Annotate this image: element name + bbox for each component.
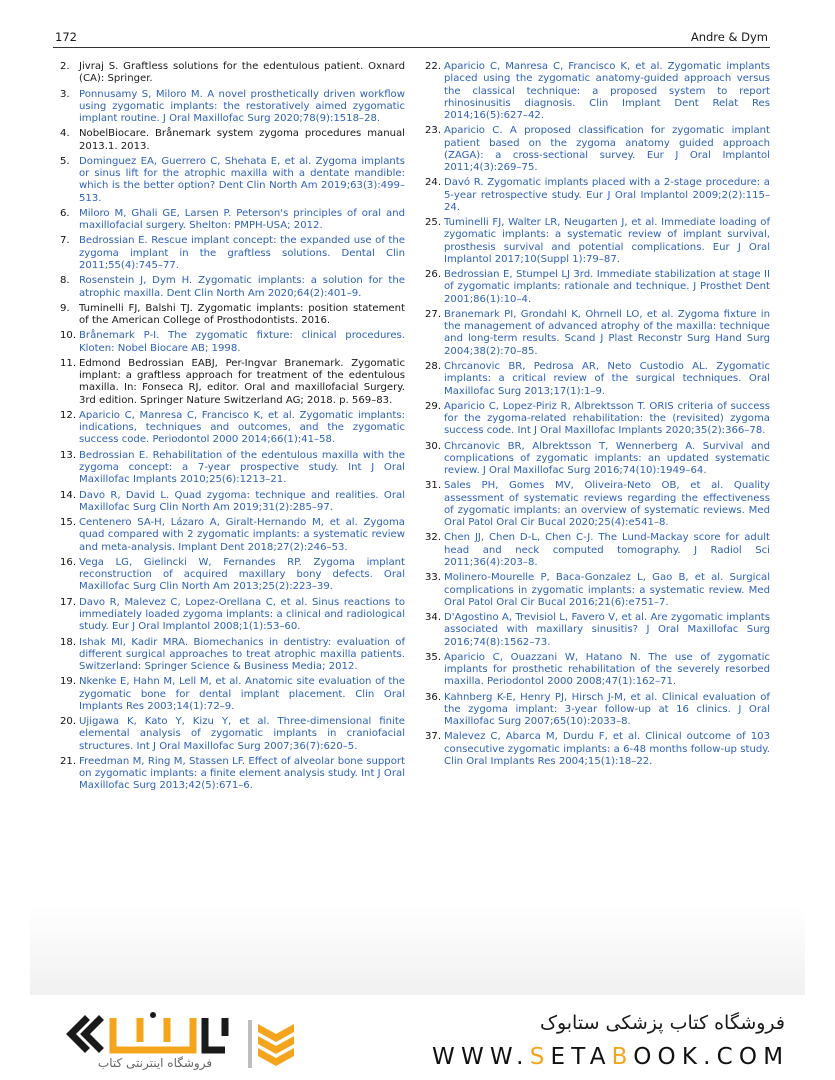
reference-item[interactable] [425,217,770,266]
reference-text[interactable]: Miloro M, Ghali GE, Larsen P. Peterson's principles of oral and maxillofacial surgery. Shelton: PMPH-USA; 2012. [79,207,405,232]
reference-number: 14. [60,489,77,501]
reference-text[interactable]: Sales PH, Gomes MV, Oliveira-Neto OB, et al. Quality assessment of systematic reviews regarding the effectiveness of zygomatic implants: an overview of systematic reviews. Med Oral Patol Oral Cir Bucal 2020;25(4):e541–8. [444,480,770,529]
store-url[interactable] [432,1044,789,1070]
reference-item[interactable] [425,177,770,214]
reference-number: 22. [425,61,442,72]
reference-text[interactable]: Bedrossian E. Rescue implant concept: the expanded use of the zygoma implant in the graftless solutions. Dental Clin 2011;55(4):745–77. [79,235,405,271]
reference-text[interactable]: Brånemark P-I. The zygomatic fixture: clinical procedures. Kloten: Nobel Biocare AB; 1998. [79,330,405,354]
reference-text[interactable]: Ponnusamy S, Miloro M. A novel prosthetically driven workflow using zygomatic implants: the restoratively aimed zygomatic implant routine. J Oral Maxillofac Surg 2020;78(9):1518–28. [79,88,405,125]
reference-text[interactable]: Chrcanovic BR, Albrektsson T, Wennerberg A. Survival and complications of zygomatic implants: an updated systematic review. J Oral Maxillofac Surg 2016;74(10):1949–64. [444,440,770,477]
reference-item [60,128,405,153]
reference-number: 18. [60,636,77,648]
reference-number: 26. [425,269,442,281]
reference-item [60,358,405,407]
reference-item[interactable] [425,731,770,768]
reference-number: 32. [425,532,442,544]
reference-number: 2. [60,61,70,72]
reference-item[interactable] [60,676,405,713]
reference-text[interactable]: Rosenstein J, Dym H. Zygomatic implants: a solution for the atrophic maxilla. Dent Clin North Am 2020;64(2):401–9. [79,275,405,299]
reference-number: 21. [60,755,77,767]
reference-item[interactable] [425,480,770,529]
reference-item[interactable] [425,401,770,438]
reference-text[interactable]: Molinero-Mourelle P, Baca-Gonzalez L, Gao B, et al. Surgical complications in zygomatic implants: a systematic review. Med Oral Patol Oral Cir Bucal 2016;21(6):e751–7. [444,572,770,608]
reference-item[interactable] [425,441,770,478]
reference-number: 35. [425,651,442,663]
reference-number: 33. [425,572,442,584]
reference-number: 20. [60,716,77,728]
reference-text[interactable]: Chen JJ, Chen D-L, Chen C-J. The Lund-Mackay score for adult head and neck computed tomography. J Radiol Sci 2011;36(4):203–8. [444,532,770,568]
reference-text[interactable]: Vega LG, Gielincki W, Fernandes RP. Zygoma implant reconstruction of acquired maxillary bony defects. Oral Maxillofac Surg Clin North Am 2013;25(2):223–39. [79,556,405,593]
url-accent-b: B [611,1044,634,1070]
url-accent-s: S [529,1044,551,1070]
reference-list-left [60,61,405,793]
reference-number: 25. [425,217,442,229]
reference-item [60,61,405,86]
reference-text: NobelBiocare. Brånemark system zygoma procedures manual 2013.1. 2013. [79,128,405,152]
reference-text[interactable]: Ujigawa K, Kato Y, Kizu Y, et al. Three-dimensional finite elemental analysis of zygomatic implants in craniofacial structures. Int J Oral Maxillofac Surg 2007;36(7):620–5. [79,716,405,752]
reference-item[interactable] [60,517,405,554]
reference-text[interactable]: Aparicio C, Manresa C, Francisco K, et al. Zygomatic implants: indications, techniques and outcomes, and the zygomatic success code. Periodontol 2000 2014;66(1):41–58. [79,409,405,446]
reference-number: 28. [425,361,442,373]
reference-list-right [425,61,770,768]
reference-text: Tuminelli FJ, Balshi TJ. Zygomatic implants: position statement of the American College of Prosthodontists. 2016. [79,302,405,327]
page-number: 172 [55,30,77,44]
reference-item[interactable] [425,692,770,729]
reference-item[interactable] [60,275,405,300]
reference-text[interactable]: Davo R, Malevez C, Lopez-Orellana C, et al. Sinus reactions to immediately loaded zygoma implants: a clinical and radiological study. Eur J Oral Implantol 2008;1(1):53–60. [79,596,405,633]
references-column-left [60,61,405,796]
reference-number: 34. [425,612,442,624]
reference-number: 37. [425,731,442,743]
reference-item[interactable] [60,330,405,355]
reference-number: 30. [425,440,442,452]
reference-item[interactable] [425,361,770,398]
reference-item[interactable] [60,410,405,447]
reference-text[interactable]: Aparicio C, Manresa C, Francisco K, et al. Zygomatic implants placed using the zygomatic anatomy-guided approach versus the classical technique: a proposed system to report rhinosinusitis diagnosis. Clin Implant Dent Relat Res 2014;16(5):627–42. [444,61,770,121]
page-bottom-shadow [30,905,805,995]
reference-number: 23. [425,125,442,137]
reference-text[interactable]: Chrcanovic BR, Pedrosa AR, Neto Custodio AL. Zygomatic implants: a critical review of the surgical techniques. Oral Maxillofac Surg 2013;17(1):1–9. [444,361,770,397]
reference-item[interactable] [425,572,770,609]
reference-number: 24. [425,177,442,189]
reference-number: 12. [60,409,77,421]
running-head: Andre & Dym [690,30,768,44]
reference-text[interactable]: Kahnberg K-E, Henry PJ, Hirsch J-M, et al. Clinical evaluation of the zygoma implant: 3-year follow-up at 16 clinics. J Oral Maxillofac Surg 2007;65(10):2033–8. [444,691,770,728]
reference-item[interactable] [60,235,405,272]
reference-text[interactable]: Tuminelli FJ, Walter LR, Neugarten J, et al. Immediate loading of zygomatic implants: a systematic review of implant survival, prosthesis survival and potential complications. Eur J Oral Implantol 2017;10(Suppl 1):79–87. [444,217,770,265]
reference-item[interactable] [60,89,405,126]
reference-item [60,303,405,328]
reference-number: 27. [425,308,442,320]
reference-number: 5. [60,155,70,167]
reference-number: 4. [60,128,70,140]
reference-text[interactable]: Dominguez EA, Guerrero C, Shehata E, et al. Zygoma implants or sinus lift for the atrophic maxilla with a dentate mandible: which is the better option? Dent Clin North Am 2019;63(3):499–513. [79,155,405,204]
book-chevron-icon [248,1018,300,1070]
reference-number: 9. [60,302,70,314]
reference-number: 10. [60,330,77,342]
reference-number: 11. [60,357,77,369]
reference-number: 3. [60,88,70,100]
reference-item[interactable] [425,309,770,358]
reference-number: 16. [60,556,77,568]
reference-text[interactable]: Freedman M, Ring M, Stassen LF. Effect of alveolar bone support on zygomatic implants: a finite element analysis study. Int J Oral Maxillofac Surg 2013;42(5):671–6. [79,755,405,792]
reference-number: 31. [425,480,442,492]
reference-text: Jivraj S. Graftless solutions for the edentulous patient. Oxnard (CA): Springer. [79,61,405,85]
url-mid: ETA [550,1044,612,1070]
reference-number: 8. [60,275,70,287]
url-suffix: OOK.COM [633,1044,790,1070]
reference-number: 7. [60,235,70,247]
reference-number: 19. [60,676,77,688]
reference-text[interactable]: Malevez C, Abarca M, Durdu F, et al. Clinical outcome of 103 consecutive zygomatic implants: a 6-48 months follow-up study. Clin Oral Implants Res 2004;15(1):18–22. [444,731,770,767]
reference-item[interactable] [425,269,770,306]
reference-number: 15. [60,517,77,529]
reference-item[interactable] [425,652,770,689]
reference-text[interactable]: Ishak MI, Kadir MRA. Biomechanics in dentistry: evaluation of different surgical approaches to treat atrophic maxilla patients. Switzerland: Springer Science & Business Media; 2012. [79,636,405,672]
references-column-right [425,61,770,771]
reference-text[interactable]: Aparicio C, Ouazzani W, Hatano N. The use of zygomatic implants for prosthetic rehabilitation of the severely resorbed maxilla. Periodontol 2000 2008;47(1):162–71. [444,651,770,688]
reference-item[interactable] [60,637,405,674]
reference-number: 36. [425,691,442,703]
reference-item[interactable] [60,557,405,594]
reference-item[interactable] [60,756,405,793]
reference-text: Edmond Bedrossian EABJ, Per-Ingvar Branemark. Zygomatic implant: a graftless approach for treatment of the edentulous maxilla. In: Fonseca RJ, editor. Oral and maxillofacial Surgery. 3rd edition. Springer Nature Switzerland AG; 2018. p. 569–83. [79,357,405,406]
reference-text[interactable]: Aparicio C, Lopez-Piriz R, Albrektsson T. ORIS criteria of success for the zygoma-related rehabilitation: the (revisited) zygoma success code. Int J Oral Maxillofac Implants 2020;35(2):366–78. [444,400,770,437]
reference-item[interactable] [60,208,405,233]
reference-item[interactable] [60,450,405,487]
reference-number: 29. [425,400,442,412]
reference-text[interactable]: Centenero SA-H, Lázaro A, Giralt-Hernando M, et al. Zygoma quad compared with 2 zygomatic implants: a systematic review and meta-analysis. Implant Dent 2018;27(2):246–53. [79,517,405,553]
reference-item[interactable] [60,597,405,634]
reference-item[interactable] [425,532,770,569]
setabook-logo-icon [65,1012,235,1057]
reference-item[interactable] [60,156,405,205]
reference-text[interactable]: Davó R. Zygomatic implants placed with a 2-stage procedure: a 5-year retrospective study. Eur J Oral Implantol 2009;2(2):115–24. [444,177,770,213]
reference-item[interactable] [425,125,770,174]
reference-item[interactable] [425,612,770,649]
reference-number: 13. [60,449,77,461]
reference-number: 17. [60,596,77,608]
reference-item[interactable] [425,61,770,122]
reference-text[interactable]: Bedrossian E. Rehabilitation of the edentulous maxilla with the zygoma concept: a 7-year prospective study. Int J Oral Maxillofac Implants 2010;25(6):1213–21. [79,449,405,486]
reference-text[interactable]: D'Agostino A, Trevisiol L, Favero V, et al. Are zygomatic implants associated with maxillary sinusitis? J Oral Maxillofac Surg 2016;74(8):1562–73. [444,612,770,648]
reference-item[interactable] [60,490,405,515]
reference-text[interactable]: Bedrossian E, Stumpel LJ 3rd. Immediate stabilization at stage II of zygomatic implants: rationale and technique. J Prosthet Dent 2001;86(1):10–4. [444,269,770,305]
reference-text[interactable]: Branemark PI, Grondahl K, Ohrnell LO, et al. Zygoma fixture in the management of advanced atrophy of the maxilla: technique and long-term results. Scand J Plast Reconstr Surg Hand Surg 2004;38(2):70–85. [444,308,770,357]
reference-text[interactable]: Nkenke E, Hahn M, Lell M, et al. Anatomic site evaluation of the zygomatic bone for dental implant placement. Clin Oral Implants Res 2003;14(1):72–9. [79,676,405,712]
store-name: فروشگاه کتاب پزشکی ستابوک [539,1012,785,1034]
reference-text[interactable]: Aparicio C. A proposed classification for zygomatic implant patient based on the zygoma anatomy guided approach (ZAGA): a cross-sectional survey. Eur J Oral Implantol 2011;4(3):269–75. [444,125,770,174]
page-header [53,28,770,48]
logo-subtitle: فروشگاه اینترنتی کتاب [97,1056,213,1070]
reference-item[interactable] [60,716,405,753]
reference-text[interactable]: Davo R, David L. Quad zygoma: technique and realities. Oral Maxillofac Surg Clin North Am 2019;31(2):285–97. [79,489,405,513]
url-prefix: WWW. [432,1044,530,1070]
reference-number: 6. [60,207,70,219]
